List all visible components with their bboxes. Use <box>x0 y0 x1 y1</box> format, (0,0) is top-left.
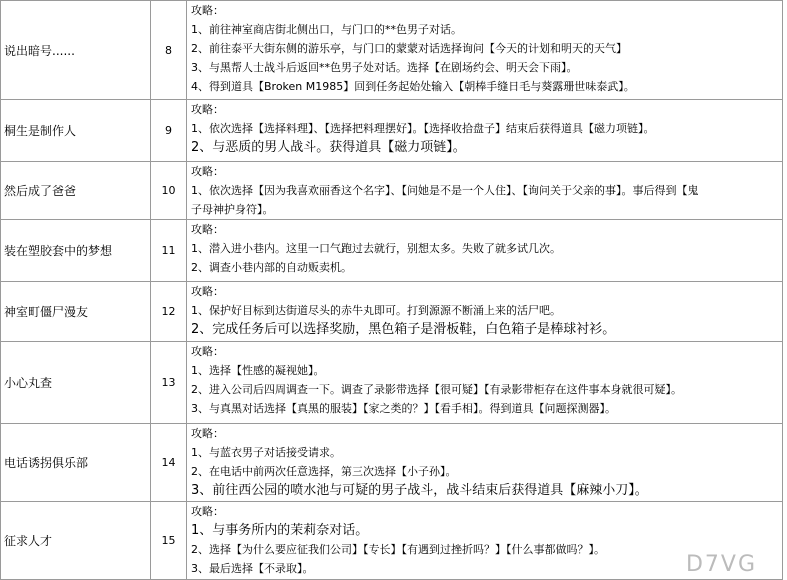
quest-name: 然后成了爸爸 <box>1 162 151 220</box>
step-line: 3、前往西公园的喷水池与可疑的男子战斗，战斗结束后获得道具【麻辣小刀】。 <box>191 483 648 498</box>
quest-name: 桐生是制作人 <box>1 100 151 162</box>
quest-steps <box>187 282 783 342</box>
table-row <box>1 342 783 424</box>
quest-steps <box>187 424 783 502</box>
steps-header: 攻略： <box>191 505 224 518</box>
step-line: 2、在电话中前两次任意选择，第三次选择【小子孙】。 <box>191 465 457 478</box>
table-row <box>1 502 783 580</box>
steps-header: 攻略： <box>191 427 224 440</box>
steps-header: 攻略： <box>191 4 224 17</box>
step-line: 2、调查小巷内部的自动贩卖机。 <box>191 261 352 274</box>
table-row <box>1 100 783 162</box>
quest-steps <box>187 1 783 100</box>
step-line: 2、前往泰平大街东侧的游乐亭，与门口的蒙蒙对话选择询问【今天的计划和明天的天气】 <box>191 42 627 55</box>
quest-number: 10 <box>151 162 187 220</box>
step-line: 1、选择【性感的凝视她】。 <box>191 364 325 377</box>
quest-steps <box>187 342 783 424</box>
table-row <box>1 424 783 502</box>
table-row <box>1 162 783 220</box>
steps-header: 攻略： <box>191 165 224 178</box>
quest-number: 8 <box>151 1 187 100</box>
quest-steps <box>187 162 783 220</box>
step-line: 1、前往神室商店街北侧出口，与门口的**色男子对话。 <box>191 23 462 36</box>
step-line: 1、保护好目标到达街道尽头的赤牛丸即可。打到源源不断涌上来的活尸吧。 <box>191 304 561 317</box>
step-line: 1、依次选择【因为我喜欢丽香这个名字】、【问她是不是一个人住】、【询问关于父亲的事】。事后得到【鬼 <box>191 184 699 197</box>
steps-header: 攻略： <box>191 285 224 298</box>
quest-name: 装在塑胶套中的梦想 <box>1 220 151 282</box>
quest-number: 11 <box>151 220 187 282</box>
step-line: 2、进入公司后四周调查一下。调查了录影带选择【很可疑】【有录影带柜存在这件事本身就很可疑】。 <box>191 383 682 396</box>
quest-steps <box>187 100 783 162</box>
watermark-logo: D7VG <box>685 552 757 577</box>
table-row <box>1 1 783 100</box>
quest-name: 说出暗号...... <box>1 1 151 100</box>
step-line: 1、与事务所内的茉莉奈对话。 <box>191 523 369 538</box>
step-line: 子母神护身符】。 <box>191 203 274 216</box>
step-line: 1、依次选择【选择料理】、【选择把料理摆好】。【选择收拾盘子】结束后获得道具【磁力项链】。 <box>191 122 655 135</box>
step-line: 3、最后选择【不录取】。 <box>191 562 314 575</box>
step-line: 1、潜入进小巷内。这里一口气跑过去就行，别想太多。失败了就多试几次。 <box>191 242 561 255</box>
steps-header: 攻略： <box>191 345 224 358</box>
quest-name: 神室町僵尸漫友 <box>1 282 151 342</box>
step-line: 4、得到道具【Broken M1985】回到任务起始处输入【朝棒手缝日毛与葵露珊世味泰武】。 <box>191 80 635 93</box>
quest-number: 12 <box>151 282 187 342</box>
step-line: 2、完成任务后可以选择奖励，黑色箱子是滑板鞋，白色箱子是棒球衬衫。 <box>191 322 616 337</box>
step-line: 3、与真黑对话选择【真黑的服装】【家之类的？】【看手相】。得到道具【问题探测器】。 <box>191 402 616 415</box>
quest-name: 小心丸查 <box>1 342 151 424</box>
quest-name: 征求人才 <box>1 502 151 580</box>
quest-number: 9 <box>151 100 187 162</box>
table-row <box>1 282 783 342</box>
quest-number: 15 <box>151 502 187 580</box>
steps-header: 攻略： <box>191 103 224 116</box>
quest-name: 电话诱拐俱乐部 <box>1 424 151 502</box>
step-line: 1、与蓝衣男子对话接受请求。 <box>191 446 341 459</box>
quest-number: 13 <box>151 342 187 424</box>
quest-number: 14 <box>151 424 187 502</box>
table-row <box>1 220 783 282</box>
step-line: 2、选择【为什么要应征我们公司】【专长】【有遇到过挫折吗？】【什么事都做吗？】。 <box>191 543 605 556</box>
quest-steps <box>187 220 783 282</box>
step-line: 2、与恶质的男人战斗。获得道具【磁力项链】。 <box>191 140 466 155</box>
step-line: 3、与黑帮人士战斗后返回**色男子处对话。选择【在剧场约会、明天会下雨】。 <box>191 61 578 74</box>
steps-header: 攻略： <box>191 223 224 236</box>
